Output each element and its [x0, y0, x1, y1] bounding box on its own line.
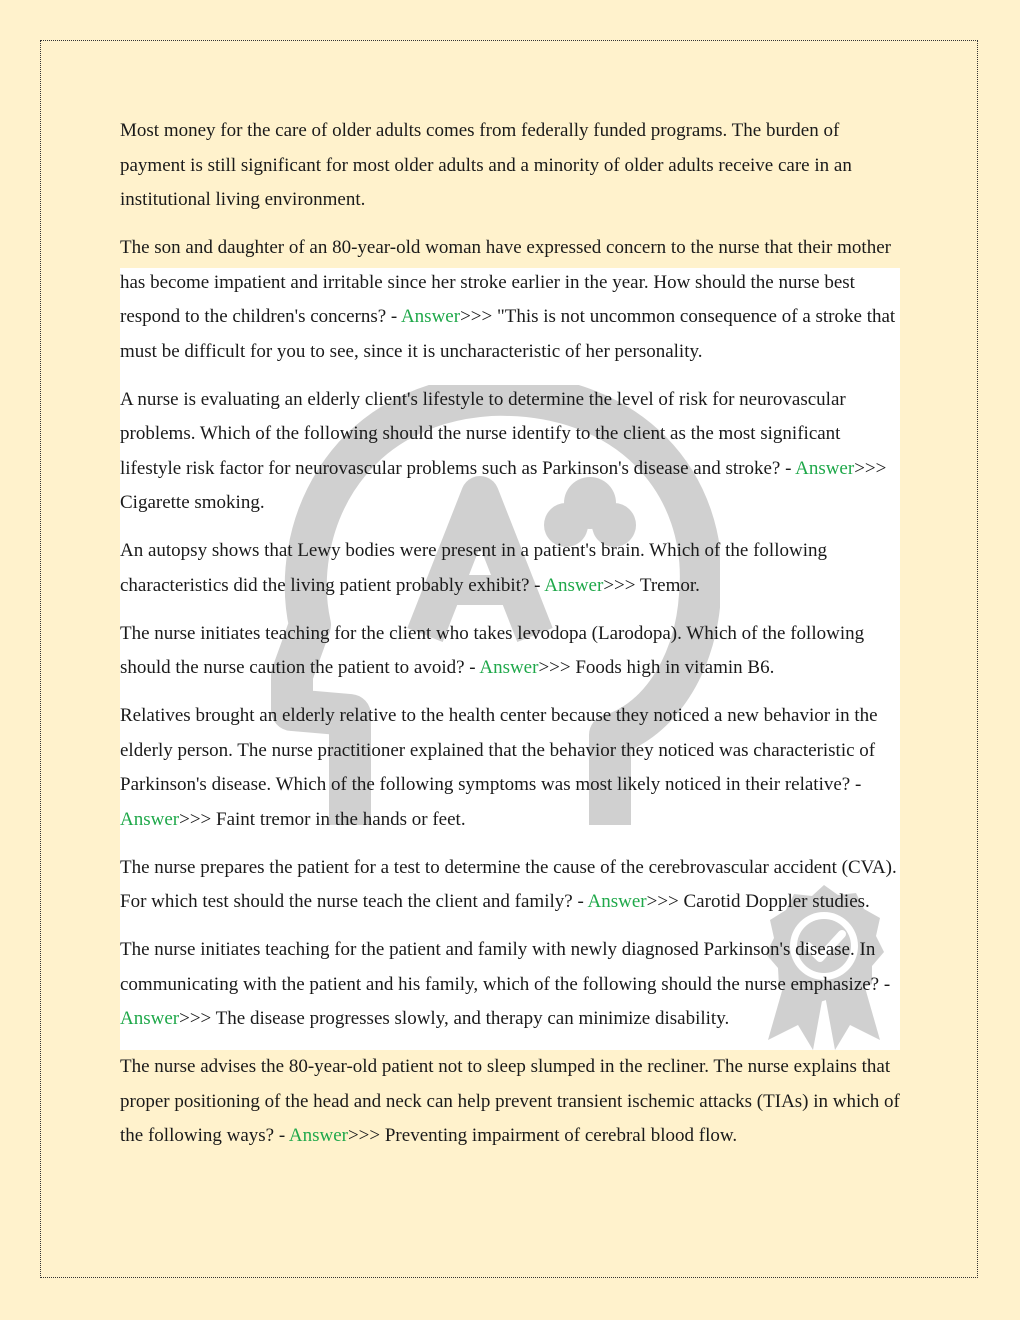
answer-label: Answer [587, 891, 647, 912]
question-text: The son and daughter of an 80-year-old woman have expressed concern to the nurse that their mother has become impatient and irritable since her stroke earlier in the year. How should the nurse best respond to the children's concerns? - [120, 237, 891, 327]
answer-text: >>> Carotid Doppler studies. [646, 891, 870, 912]
question-text: The nurse initiates teaching for the client who takes levodopa (Larodopa). Which of the following should the nurse caution the patient to avoid? - [120, 622, 865, 678]
question-text: The nurse advises the 80-year-old patient not to sleep slumped in the recliner. The nurse explains that proper positioning of the head and neck can help prevent transient ischemic attacks (TIAs) in which of the following ways? - [120, 1056, 900, 1146]
answer-label: Answer [288, 1125, 348, 1146]
qa-item [120, 699, 905, 837]
answer-text: >>> Preventing impairment of cerebral blood flow. [347, 1125, 738, 1146]
question-text: An autopsy shows that Lewy bodies were present in a patient's brain. Which of the following characteristics did the living patient probably exhibit? - [120, 540, 827, 596]
answer-label: Answer [544, 574, 604, 596]
answer-text: >>> Cigarette smoking. [120, 457, 887, 513]
answer-label: Answer [795, 457, 855, 479]
question-text: Relatives brought an elderly relative to the health center because they noticed a new behavior in the elderly person. The nurse practitioner explained that the behavior they noticed was characteristic of Parkinson's disease. Which of the following symptoms was most likely noticed in their relative? - [120, 705, 878, 795]
question-text: The nurse initiates teaching for the patient and family with newly diagnosed Parkinson's disease. In communicating with the patient and his family, which of the following should the nurse emphasize? - [120, 939, 891, 995]
qa-item [120, 933, 905, 1037]
answer-text: >>> The disease progresses slowly, and therapy can minimize disability. [179, 1008, 730, 1029]
qa-item [120, 617, 905, 686]
question-text: The nurse prepares the patient for a test to determine the cause of the cerebrovascular accident (CVA). For which test should the nurse teach the client and family? - [120, 856, 897, 912]
answer-label: Answer [120, 808, 180, 830]
answer-text: >>> Faint tremor in the hands or feet. [179, 808, 466, 830]
qa-item [120, 1050, 905, 1154]
intro-paragraph: Most money for the care of older adults comes from federally funded programs. The burden of payment is still significant for most older adults and a minority of older adults receive care in an institutional living environment. [120, 120, 852, 210]
answer-text: >>> "This is not uncommon consequence of a stroke that must be difficult for you to see, since it is uncharacteristic of her personality. [120, 306, 896, 362]
qa-item [120, 851, 905, 920]
qa-item [120, 534, 905, 603]
answer-text: >>> Tremor. [603, 574, 700, 596]
qa-item [120, 383, 905, 521]
question-text: A nurse is evaluating an elderly client's lifestyle to determine the level of risk for neurovascular problems. Which of the following should the nurse identify to the client as the most significant lifestyle risk factor for neurovascular problems such as Parkinson's disease and stroke? - [120, 388, 846, 479]
answer-label: Answer [120, 1008, 180, 1029]
qa-item [120, 231, 905, 369]
document-body [120, 114, 905, 1167]
answer-label: Answer [479, 657, 539, 678]
answer-label: Answer [400, 306, 461, 327]
answer-text: >>> Foods high in vitamin B6. [538, 657, 775, 678]
